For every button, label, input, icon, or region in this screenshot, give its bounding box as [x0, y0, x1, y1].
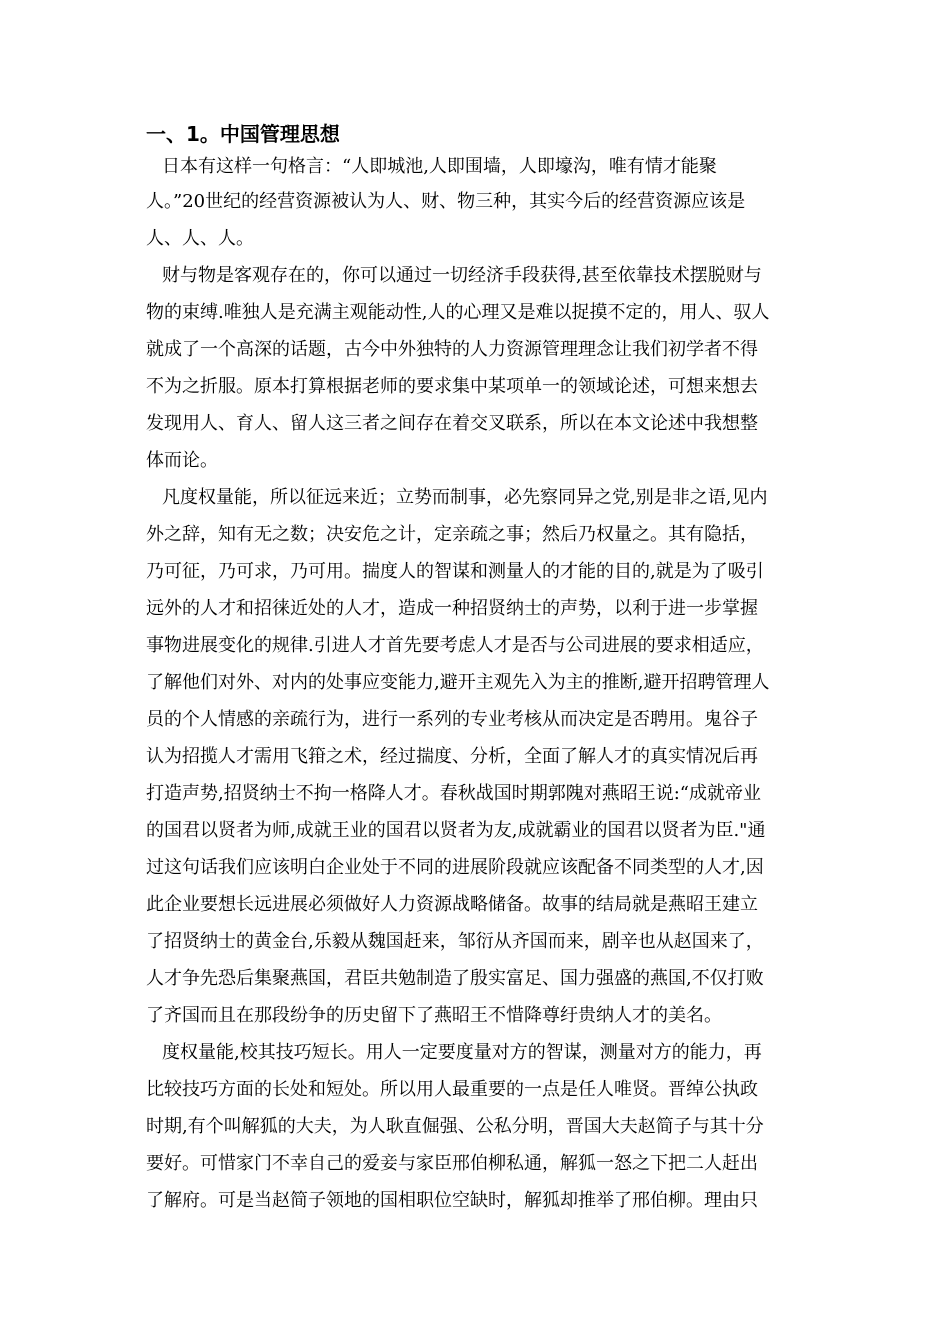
text-line: 打造声势,招贤纳士不拘一格降人才。春秋战国时期郭隗对燕昭王说:“成就帝业 — [146, 783, 761, 804]
document-page — [146, 118, 802, 1219]
text-line: 要好。可惜家门不幸自己的爱妾与家臣邢伯柳私通，解狐一怒之下把二人赶出 — [146, 1153, 758, 1174]
text-line: 员的个人情感的亲疏行为，进行一系列的专业考核从而决定是否聘用。鬼谷子 — [146, 709, 758, 730]
section-heading: 一、1。中国管理思想 — [146, 122, 340, 146]
text-line: 的国君以贤者为师,成就王业的国君以贤者为友,成就霸业的国君以贤者为臣."通 — [146, 820, 766, 841]
text-line: 财与物是客观存在的，你可以通过一切经济手段获得,甚至依靠技术摆脱财与 — [162, 265, 762, 286]
text-line: 了招贤纳士的黄金台,乐毅从魏国赶来，邹衍从齐国而来，剧辛也从赵国来了， — [146, 931, 764, 952]
text-line: 乃可征，乃可求，乃可用。揣度人的智谋和测量人的才能的目的,就是为了吸引 — [146, 561, 764, 582]
text-line: 远外的人才和招徕近处的人才，造成一种招贤纳士的声势，以利于进一步掌握 — [146, 598, 758, 619]
paragraph-3 — [146, 479, 802, 1034]
text-line: 凡度权量能，所以征远来近；立势而制事，必先察同异之党,别是非之语,见内 — [162, 487, 768, 508]
text-line: 度权量能,校其技巧短长。用人一定要度量对方的智谋，测量对方的能力，再 — [162, 1042, 762, 1063]
text-line: 人、人、人。 — [146, 228, 254, 249]
text-line: 外之辞，知有无之数；决安危之计，定亲疏之事；然后乃权量之。其有隐括， — [146, 524, 758, 545]
text-line: 认为招揽人才需用飞箝之术，经过揣度、分析，全面了解人才的真实情况后再 — [146, 746, 758, 767]
text-line: 了解他们对外、对内的处事应变能力,避开主观先入为主的推断,避开招聘管理人 — [146, 672, 770, 693]
text-line: 时期,有个叫解狐的大夫，为人耿直倔强、公私分明，晋国大夫赵简子与其十分 — [146, 1116, 764, 1137]
text-line: 物的束缚.唯独人是充满主观能动性,人的心理又是难以捉摸不定的，用人、驭人 — [146, 302, 770, 323]
text-line: 发现用人、育人、留人这三者之间存在着交叉联系，所以在本文论述中我想整 — [146, 413, 758, 434]
paragraph-2 — [146, 257, 802, 479]
paragraph-1 — [146, 150, 802, 257]
text-line: 体而论。 — [146, 450, 218, 471]
text-line: 事物进展变化的规律.引进人才首先要考虑人才是否与公司进展的要求相适应， — [146, 635, 764, 656]
text-line: 此企业要想长远进展必须做好人力资源战略储备。故事的结局就是燕昭王建立 — [146, 894, 758, 915]
text-line: 了解府。可是当赵简子领地的国相职位空缺时，解狐却推举了邢伯柳。理由只 — [146, 1190, 758, 1211]
text-line: 了齐国而且在那段纷争的历史留下了燕昭王不惜降尊纡贵纳人才的美名。 — [146, 1005, 722, 1026]
paragraph-4 — [146, 1034, 802, 1219]
text-line: 日本有这样一句格言：“人即城池,人即围墙，人即壕沟，唯有情才能聚 — [162, 156, 717, 177]
text-line: 就成了一个高深的话题，古今中外独特的人力资源管理理念让我们初学者不得 — [146, 339, 758, 360]
text-line: 人。”20世纪的经营资源被认为人、财、物三种，其实今后的经营资源应该是 — [146, 191, 746, 212]
text-line: 比较技巧方面的长处和短处。所以用人最重要的一点是任人唯贤。晋绰公执政 — [146, 1079, 758, 1100]
text-line: 人才争先恐后集聚燕国，君臣共勉制造了殷实富足、国力强盛的燕国,不仅打败 — [146, 968, 764, 989]
document-body — [146, 150, 802, 1219]
text-line: 过这句话我们应该明白企业处于不同的进展阶段就应该配备不同类型的人才,因 — [146, 857, 764, 878]
text-line: 不为之折服。原本打算根据老师的要求集中某项单一的领域论述，可想来想去 — [146, 376, 758, 397]
